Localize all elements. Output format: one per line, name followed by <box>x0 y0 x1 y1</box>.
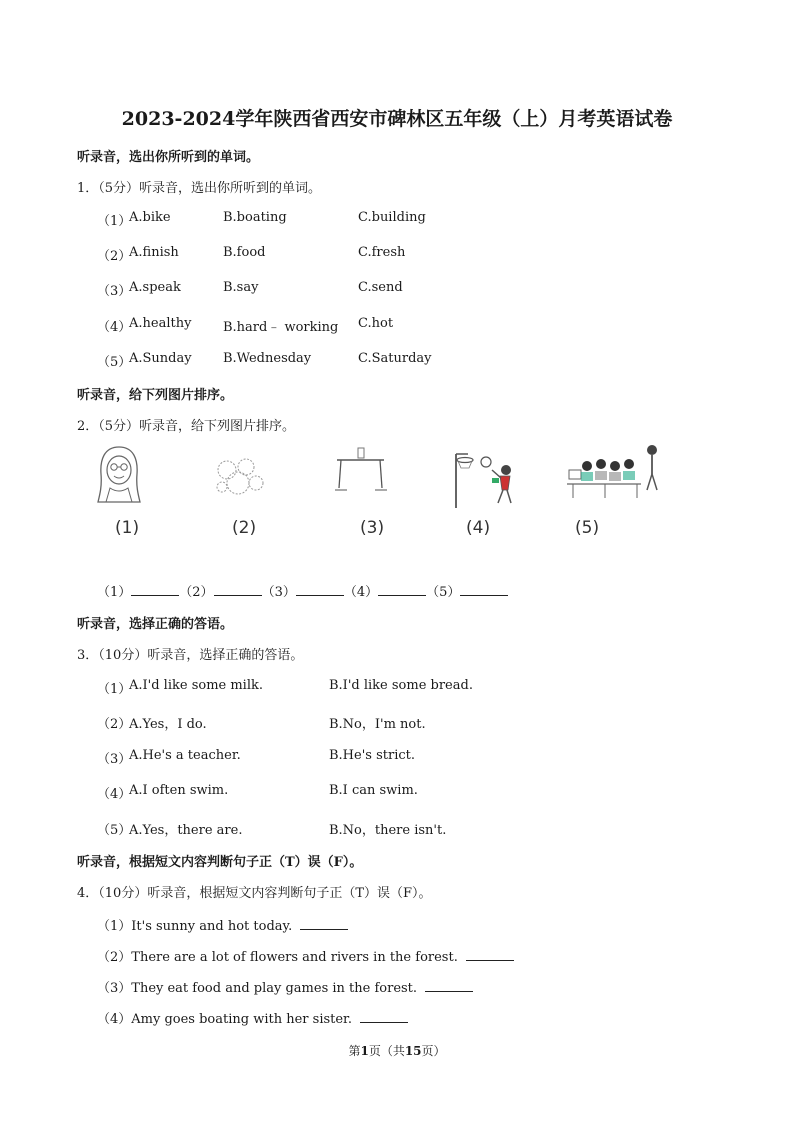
option-b: B.say <box>223 280 259 295</box>
blank-label: （2） <box>179 585 214 600</box>
option-num: （1） <box>97 214 132 229</box>
vegetables-picture <box>212 455 267 500</box>
option-a: A.bike <box>129 210 171 225</box>
classroom-picture <box>565 442 663 502</box>
page-footer <box>0 1042 794 1059</box>
page-title: 2023-2024学年陕西省西安市碑林区五年级（上）月考英语试卷 <box>121 108 673 130</box>
option-a: A.I'd like some milk. <box>129 678 264 693</box>
section-heading-4: 听录音，根据短文内容判断句子正（T）误（F）。 <box>77 855 363 870</box>
basketball-picture <box>448 448 518 510</box>
footer-prefix: 第 <box>348 1044 361 1058</box>
option-c: C.hot <box>358 316 394 331</box>
section-heading-1: 听录音，选出你所听到的单词。 <box>77 150 260 165</box>
answer-blank[interactable] <box>460 583 508 596</box>
option-num: （5） <box>97 355 132 370</box>
question-2: 2．（5分）听录音，给下列图片排序。 <box>77 419 296 434</box>
option-num: （2） <box>97 249 132 264</box>
picture-label-2: (2) <box>232 518 257 538</box>
option-b: B.boating <box>223 210 287 225</box>
question-4: 4．（10分）听录音，根据短文内容判断句子正（T）误（F）。 <box>77 886 432 901</box>
option-num: （3） <box>97 752 132 767</box>
answer-blank[interactable] <box>378 583 426 596</box>
option-c: C.fresh <box>358 245 406 260</box>
option-num: （4） <box>97 320 132 335</box>
answer-blank[interactable] <box>425 979 473 992</box>
footer-suffix: 页） <box>421 1044 446 1058</box>
question-3: 3．（10分）听录音，选择正确的答语。 <box>77 648 304 663</box>
blank-label: （4） <box>343 585 379 600</box>
girl-picture <box>96 444 142 506</box>
judgment-text: （3）They eat food and play games in the forest. <box>97 981 418 996</box>
option-c: C.Saturday <box>358 351 432 366</box>
option-num: （2） <box>97 717 132 732</box>
judgment-item <box>97 1008 408 1027</box>
section-heading-3: 听录音，选择正确的答语。 <box>77 617 234 632</box>
option-a: A.I often swim. <box>129 783 229 798</box>
option-a: A.Sunday <box>129 351 192 366</box>
option-b: B.No，I'm not. <box>329 717 426 732</box>
footer-total-pages: 15 <box>404 1044 422 1058</box>
judgment-text: （4）Amy goes boating with her sister. <box>97 1012 352 1027</box>
picture-label-3: (3) <box>360 518 385 538</box>
judgment-item <box>97 977 473 996</box>
option-b: B.I'd like some bread. <box>329 678 473 693</box>
footer-middle: 页（共 <box>368 1044 405 1058</box>
picture-label-4: (4) <box>466 518 491 538</box>
answer-blank[interactable] <box>296 583 344 596</box>
judgment-text: （2）There are a lot of flowers and rivers in the forest. <box>97 950 458 965</box>
option-num: （3） <box>97 284 132 299</box>
option-b: B.No，there isn't. <box>329 823 447 838</box>
ordering-blanks <box>97 581 508 600</box>
option-b: B.Wednesday <box>223 351 312 366</box>
answer-blank[interactable] <box>214 583 262 596</box>
option-c: C.building <box>358 210 426 225</box>
question-1: 1．（5分）听录音，选出你所听到的单词。 <box>77 181 322 196</box>
section-heading-2: 听录音，给下列图片排序。 <box>77 388 234 403</box>
judgment-item <box>97 915 348 934</box>
answer-blank[interactable] <box>300 917 348 930</box>
option-num: （1） <box>97 682 132 697</box>
option-a: A.finish <box>129 245 179 260</box>
answer-blank[interactable] <box>360 1010 408 1023</box>
blank-label: （3） <box>261 585 296 600</box>
answer-blank[interactable] <box>131 583 179 596</box>
option-num: （4） <box>97 787 132 802</box>
option-a: A.Yes，I do. <box>129 717 207 732</box>
answer-blank[interactable] <box>466 948 514 961</box>
blank-label: （5） <box>426 585 461 600</box>
option-a: A.Yes，there are. <box>129 823 243 838</box>
table-picture <box>333 446 388 496</box>
judgment-item <box>97 946 514 965</box>
option-b: B.He's strict. <box>329 748 415 763</box>
option-b: B.hard﹣ working <box>223 320 339 335</box>
picture-label-1: (1) <box>115 518 140 538</box>
option-b: B.I can swim. <box>329 783 418 798</box>
blank-label: （1） <box>97 585 132 600</box>
picture-label-5: (5) <box>575 518 600 538</box>
option-a: A.He's a teacher. <box>129 748 241 763</box>
footer-page-number: 1 <box>360 1044 369 1058</box>
option-c: C.send <box>358 280 403 295</box>
option-a: A.speak <box>129 280 181 295</box>
option-a: A.healthy <box>129 316 192 331</box>
option-num: （5） <box>97 823 132 838</box>
option-b: B.food <box>223 245 266 260</box>
judgment-text: （1）It's sunny and hot today. <box>97 919 293 934</box>
